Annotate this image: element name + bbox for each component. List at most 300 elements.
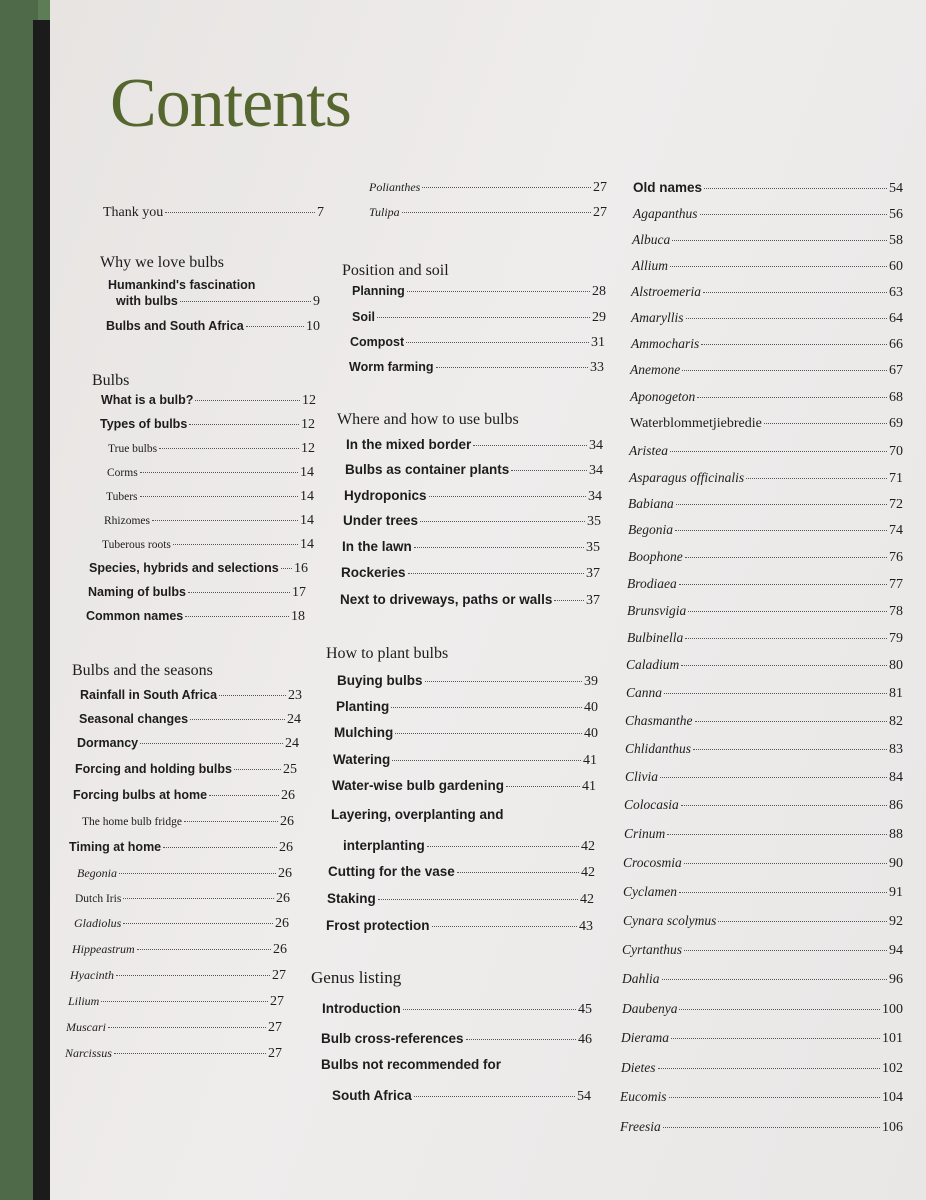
toc-entry[interactable]	[321, 1031, 592, 1048]
leader-dots	[669, 1097, 881, 1098]
toc-entry-label: Rockeries	[341, 565, 406, 580]
toc-entry[interactable]	[623, 855, 903, 872]
toc-entry[interactable]	[68, 994, 284, 1010]
toc-entry-label: Lilium	[68, 994, 100, 1008]
toc-entry[interactable]	[88, 585, 306, 601]
toc-entry[interactable]	[107, 465, 314, 481]
toc-entry[interactable]	[633, 206, 903, 223]
toc-entry-page: 60	[889, 259, 903, 274]
toc-entry-page: 88	[889, 827, 903, 842]
toc-entry-label: Dormancy	[77, 736, 139, 750]
toc-entry-label: Species, hybrids and selections	[89, 561, 279, 575]
leader-dots	[108, 1027, 266, 1028]
leader-dots	[246, 326, 304, 327]
leader-dots	[676, 504, 887, 505]
leader-dots	[391, 707, 582, 708]
leader-dots	[281, 568, 292, 569]
toc-entry[interactable]	[334, 725, 598, 742]
toc-entry-page: 27	[270, 994, 284, 1009]
toc-entry-page: 42	[580, 892, 594, 907]
leader-dots	[682, 370, 887, 371]
toc-entry-label-line1: Bulbs not recommended for	[321, 1057, 502, 1072]
toc-entry-label: Seasonal changes	[79, 712, 189, 726]
toc-entry-label: Chasmanthe	[625, 713, 693, 728]
toc-entry-page: 106	[882, 1120, 903, 1135]
toc-entry[interactable]	[327, 891, 594, 908]
toc-entry-label: Dietes	[621, 1060, 656, 1075]
toc-entry[interactable]	[72, 942, 287, 958]
toc-entry-page: 83	[889, 742, 903, 757]
toc-entry-label: Agapanthus	[633, 206, 698, 221]
toc-entry-label: Worm farming	[349, 360, 434, 374]
toc-entry[interactable]	[629, 470, 903, 487]
toc-entry-page: 26	[280, 814, 294, 829]
toc-entry-page: 91	[889, 885, 903, 900]
toc-entry-page: 27	[272, 968, 286, 983]
toc-entry[interactable]	[343, 838, 595, 855]
toc-entry[interactable]	[103, 205, 324, 221]
toc-entry[interactable]	[622, 942, 903, 959]
toc-entry[interactable]	[369, 180, 607, 196]
toc-entry[interactable]	[633, 180, 903, 197]
leader-dots	[209, 795, 279, 796]
toc-entry[interactable]	[352, 284, 606, 300]
toc-entry-page: 12	[302, 393, 316, 408]
leader-dots	[407, 291, 590, 292]
toc-entry[interactable]	[631, 310, 903, 327]
toc-entry[interactable]	[77, 866, 292, 882]
toc-entry-page: 79	[889, 631, 903, 646]
leader-dots	[425, 681, 583, 682]
toc-entry-page: 18	[291, 609, 305, 624]
toc-entry-page: 37	[586, 566, 600, 581]
leader-dots	[137, 949, 271, 950]
toc-entry-page: 63	[889, 285, 903, 300]
toc-entry[interactable]	[626, 685, 903, 702]
toc-entry-page: 76	[889, 550, 903, 565]
toc-entry[interactable]	[106, 489, 314, 505]
toc-entry[interactable]	[79, 712, 301, 728]
toc-entry-page: 26	[279, 840, 293, 855]
leader-dots	[681, 805, 887, 806]
toc-entry[interactable]	[632, 232, 903, 249]
toc-entry-page: 69	[889, 416, 903, 431]
toc-entry[interactable]	[623, 884, 903, 901]
toc-entry-label: Introduction	[322, 1001, 401, 1016]
leader-dots	[377, 317, 590, 318]
leader-dots	[219, 695, 286, 696]
toc-entry[interactable]	[108, 441, 315, 457]
toc-entry-page: 46	[578, 1032, 592, 1047]
leader-dots	[764, 423, 887, 424]
toc-entry-label: Colocasia	[624, 797, 679, 812]
leader-dots	[184, 821, 278, 822]
leader-dots	[685, 557, 887, 558]
toc-entry[interactable]	[628, 496, 903, 513]
toc-entry-page: 41	[583, 753, 597, 768]
leader-dots	[195, 400, 300, 401]
toc-entry-page: 26	[281, 788, 295, 803]
toc-entry-label: Clivia	[625, 769, 658, 784]
toc-entry-label: Staking	[327, 891, 376, 906]
toc-entry-label: Muscari	[66, 1020, 106, 1034]
leader-dots	[402, 212, 591, 213]
toc-entry-label-line1: Layering, overplanting and	[331, 807, 504, 822]
toc-entry[interactable]	[631, 284, 903, 301]
leader-dots	[675, 530, 887, 531]
toc-entry[interactable]	[86, 609, 305, 625]
toc-entry-page: 14	[300, 537, 314, 552]
leader-dots	[679, 584, 887, 585]
toc-entry-label: In the mixed border	[346, 437, 472, 452]
leader-dots	[185, 616, 289, 617]
toc-entry[interactable]	[82, 814, 294, 830]
toc-entry-page: 9	[313, 294, 320, 309]
toc-entry[interactable]	[106, 319, 320, 335]
leader-dots	[684, 863, 887, 864]
toc-entry-page: 12	[301, 417, 315, 432]
toc-entry-page: 27	[268, 1020, 282, 1035]
toc-entry-label: Brodiaea	[627, 576, 677, 591]
leader-dots	[422, 187, 591, 188]
toc-entry-page: 82	[889, 714, 903, 729]
leader-dots	[420, 521, 585, 522]
toc-entry-page: 42	[581, 839, 595, 854]
toc-entry[interactable]	[75, 762, 297, 778]
toc-entry[interactable]	[74, 916, 289, 932]
toc-entry-label: Polianthes	[369, 180, 421, 194]
toc-entry[interactable]	[620, 1089, 903, 1106]
toc-entry[interactable]	[332, 1088, 591, 1105]
toc-entry-label: Waterblommetjiebredie	[630, 416, 762, 431]
toc-entry[interactable]	[341, 565, 600, 582]
leader-dots	[704, 188, 887, 189]
toc-entry-label: Watering	[333, 752, 391, 767]
toc-entry-page: 39	[584, 674, 598, 689]
toc-entry[interactable]	[628, 522, 903, 539]
toc-entry[interactable]	[624, 797, 903, 814]
leader-dots	[152, 520, 298, 521]
leader-dots	[511, 470, 587, 471]
toc-entry-label: Rhizomes	[104, 515, 150, 527]
toc-entry-page: 40	[584, 700, 598, 715]
toc-entry-label: Soil	[352, 310, 375, 324]
toc-entry[interactable]	[89, 561, 308, 577]
leader-dots	[180, 301, 311, 302]
toc-entry-label: Amaryllis	[631, 310, 684, 325]
toc-entry-page: 24	[287, 712, 301, 727]
toc-entry-page: 41	[582, 779, 596, 794]
toc-entry[interactable]	[630, 416, 903, 432]
toc-entry-page: 43	[579, 919, 593, 934]
toc-entry[interactable]	[322, 1001, 592, 1018]
book-spine-shadow	[33, 20, 51, 1200]
toc-entry[interactable]	[627, 603, 903, 620]
toc-entry-label: Planning	[352, 284, 405, 298]
section-heading: Bulbs	[92, 372, 130, 389]
toc-entry-page: 72	[889, 497, 903, 512]
toc-entry-page: 66	[889, 337, 903, 352]
toc-entry[interactable]	[627, 576, 903, 593]
toc-entry[interactable]	[66, 1020, 282, 1036]
leader-dots	[188, 592, 290, 593]
toc-entry[interactable]	[333, 752, 597, 769]
toc-entry-label: What is a bulb?	[101, 393, 194, 407]
leader-dots	[701, 344, 887, 345]
toc-entry-page: 77	[889, 577, 903, 592]
toc-entry[interactable]	[80, 688, 302, 704]
toc-entry-label: Cynara scolymus	[623, 913, 717, 928]
toc-entry-label: Begonia	[628, 522, 673, 537]
section-heading: Genus listing	[311, 968, 402, 987]
toc-entry-page: 94	[889, 943, 903, 958]
toc-entry-label: Chlidanthus	[625, 741, 692, 756]
toc-entry-page: 90	[889, 856, 903, 871]
toc-entry-label: Aponogeton	[630, 389, 696, 404]
toc-entry-page: 54	[577, 1089, 591, 1104]
toc-entry-page: 31	[591, 335, 605, 350]
toc-entry-page: 28	[592, 284, 606, 299]
toc-entry[interactable]	[625, 769, 903, 786]
toc-entry-label: Forcing and holding bulbs	[75, 762, 232, 776]
toc-entry[interactable]	[337, 673, 598, 690]
toc-entry-label: interplanting	[343, 838, 425, 853]
toc-entry-label: Common names	[86, 609, 184, 623]
section-heading: Where and how to use bulbs	[337, 411, 519, 428]
toc-entry-page: 64	[889, 311, 903, 326]
toc-entry-label: In the lawn	[342, 539, 412, 554]
leader-dots	[746, 478, 887, 479]
toc-entry[interactable]	[620, 1119, 903, 1136]
toc-entry-page: 80	[889, 658, 903, 673]
leader-dots	[663, 1127, 880, 1128]
toc-entry[interactable]	[621, 1030, 903, 1047]
toc-entry-label: Cyclamen	[623, 884, 677, 899]
leader-dots	[140, 496, 298, 497]
toc-entry-page: 14	[300, 513, 314, 528]
leader-dots	[414, 1096, 575, 1097]
leader-dots	[685, 638, 887, 639]
toc-entry-page: 24	[285, 736, 299, 751]
toc-entry-label: Rainfall in South Africa	[80, 688, 218, 702]
leader-dots	[695, 721, 888, 722]
toc-entry[interactable]	[630, 389, 903, 406]
toc-entry-page: 27	[593, 180, 607, 195]
toc-entry[interactable]	[70, 968, 286, 984]
toc-entry-label: True bulbs	[108, 443, 158, 455]
toc-entry-label: Gladiolus	[74, 916, 122, 930]
toc-entry[interactable]	[344, 488, 602, 505]
toc-entry-page: 96	[889, 972, 903, 987]
leader-dots	[395, 733, 582, 734]
toc-entry-label: Mulching	[334, 725, 394, 740]
toc-entry[interactable]	[75, 891, 290, 907]
toc-entry[interactable]	[621, 1060, 903, 1077]
toc-entry-label: Naming of bulbs	[88, 585, 186, 599]
leader-dots	[679, 1009, 880, 1010]
leader-dots	[554, 600, 584, 601]
toc-entry-label: Brunsvigia	[627, 603, 687, 618]
toc-entry-page: 86	[889, 798, 903, 813]
toc-entry-page: 42	[581, 865, 595, 880]
toc-entry[interactable]	[622, 1001, 903, 1018]
toc-entry-page: 10	[306, 319, 320, 334]
toc-entry[interactable]	[340, 592, 600, 609]
toc-entry[interactable]	[346, 437, 603, 454]
toc-entry[interactable]	[627, 630, 903, 647]
toc-entry[interactable]	[342, 539, 600, 556]
leader-dots	[173, 544, 298, 545]
toc-entry[interactable]	[336, 699, 598, 716]
toc-entry-page: 12	[301, 441, 315, 456]
leader-dots	[163, 847, 277, 848]
toc-entry-page: 26	[275, 916, 289, 931]
toc-entry-label: The home bulb fridge	[82, 816, 182, 828]
toc-entry-label: Ammocharis	[631, 336, 700, 351]
toc-entry[interactable]	[352, 310, 606, 326]
toc-entry-label: Boophone	[628, 549, 683, 564]
toc-entry[interactable]	[73, 788, 295, 804]
toc-entry[interactable]	[629, 443, 903, 460]
leader-dots	[140, 472, 298, 473]
toc-entry[interactable]	[630, 362, 903, 379]
leader-dots	[660, 777, 887, 778]
leader-dots	[234, 769, 281, 770]
toc-entry[interactable]	[623, 913, 903, 930]
toc-entry-page: 71	[889, 471, 903, 486]
toc-entry-label: Canna	[626, 685, 663, 700]
toc-entry-label: Caladium	[626, 657, 680, 672]
toc-entry[interactable]	[624, 826, 903, 843]
leader-dots	[408, 573, 584, 574]
toc-entry[interactable]	[349, 360, 604, 376]
section-heading: Bulbs and the seasons	[72, 662, 213, 679]
leader-dots	[671, 1038, 880, 1039]
toc-entry-page: 102	[882, 1061, 903, 1076]
leader-dots	[190, 719, 285, 720]
toc-entry-page: 84	[889, 770, 903, 785]
toc-entry-label: Alstroemeria	[631, 284, 701, 299]
leader-dots	[392, 760, 581, 761]
leader-dots	[159, 448, 299, 449]
toc-entry-page: 37	[586, 593, 600, 608]
leader-dots	[123, 898, 274, 899]
toc-entry[interactable]	[631, 336, 903, 353]
section-heading: Position and soil	[342, 262, 449, 279]
leader-dots	[703, 292, 887, 293]
page-title: Contents	[110, 65, 351, 142]
toc-entry-label: Dahlia	[622, 971, 660, 986]
toc-entry-label: Forcing bulbs at home	[73, 788, 208, 802]
toc-entry-label: Types of bulbs	[100, 417, 188, 431]
toc-entry[interactable]	[369, 205, 607, 221]
toc-entry-label: Hyacinth	[70, 968, 114, 982]
leader-dots	[679, 892, 887, 893]
toc-entry[interactable]	[69, 840, 293, 856]
toc-entry[interactable]	[332, 778, 596, 795]
leader-dots	[378, 899, 578, 900]
toc-entry[interactable]	[625, 713, 903, 730]
toc-entry-page: 58	[889, 233, 903, 248]
leader-dots	[116, 975, 270, 976]
leader-dots	[101, 1001, 268, 1002]
leader-dots	[686, 318, 888, 319]
toc-entry[interactable]	[77, 736, 299, 752]
toc-entry[interactable]	[116, 294, 320, 310]
toc-entry-label: Tuberous roots	[102, 539, 171, 551]
toc-entry-page: 34	[588, 489, 602, 504]
section-heading: Why we love bulbs	[100, 254, 224, 271]
toc-entry-label: Dierama	[621, 1030, 669, 1045]
toc-entry[interactable]	[622, 971, 903, 988]
toc-entry-label: Buying bulbs	[337, 673, 423, 688]
toc-entry[interactable]	[626, 657, 903, 674]
leader-dots	[403, 1009, 576, 1010]
toc-entry-label: Planting	[336, 699, 390, 714]
toc-entry[interactable]	[101, 393, 316, 409]
toc-entry-label: Narcissus	[65, 1046, 112, 1060]
toc-entry[interactable]	[345, 462, 603, 479]
toc-entry[interactable]	[343, 513, 601, 530]
toc-entry-label: Daubenya	[622, 1001, 678, 1016]
toc-entry-page: 54	[889, 181, 903, 196]
toc-entry[interactable]	[632, 258, 903, 275]
toc-entry[interactable]	[328, 864, 595, 881]
toc-entry-page: 27	[593, 205, 607, 220]
toc-entry-label: Old names	[633, 180, 703, 195]
leader-dots	[688, 611, 887, 612]
toc-entry-page: 35	[586, 540, 600, 555]
leader-dots	[700, 214, 887, 215]
leader-dots	[414, 547, 584, 548]
leader-dots	[670, 266, 887, 267]
leader-dots	[718, 921, 887, 922]
leader-dots	[672, 240, 887, 241]
leader-dots	[466, 1039, 576, 1040]
leader-dots	[165, 212, 315, 213]
toc-entry-page: 81	[889, 686, 903, 701]
leader-dots	[119, 873, 276, 874]
toc-entry-label: Aristea	[629, 443, 668, 458]
toc-entry-label: Compost	[350, 335, 405, 349]
leader-dots	[684, 950, 887, 951]
toc-entry-label: Bulbs and South Africa	[106, 319, 244, 333]
toc-entry-label: Frost protection	[326, 918, 430, 933]
toc-entry[interactable]	[100, 417, 315, 433]
toc-entry[interactable]	[625, 741, 903, 758]
toc-entry[interactable]	[104, 513, 314, 529]
toc-entry-label: Thank you	[103, 205, 164, 220]
toc-entry-page: 35	[587, 514, 601, 529]
toc-entry[interactable]	[628, 549, 903, 566]
toc-entry[interactable]	[326, 918, 593, 935]
toc-entry-page: 26	[276, 891, 290, 906]
leader-dots	[436, 367, 589, 368]
toc-entry-page: 45	[578, 1002, 592, 1017]
toc-entry-page: 100	[882, 1002, 903, 1017]
leader-dots	[432, 926, 578, 927]
toc-entry[interactable]	[65, 1046, 282, 1062]
toc-entry-page: 92	[889, 914, 903, 929]
toc-entry-page: 33	[590, 360, 604, 375]
toc-entry[interactable]	[350, 335, 605, 351]
leader-dots	[429, 496, 586, 497]
toc-entry-label-line1: Humankind's fascination	[108, 278, 256, 292]
leader-dots	[693, 749, 887, 750]
toc-entry[interactable]	[102, 537, 314, 553]
toc-entry-page: 7	[317, 205, 324, 220]
leader-dots	[457, 872, 579, 873]
